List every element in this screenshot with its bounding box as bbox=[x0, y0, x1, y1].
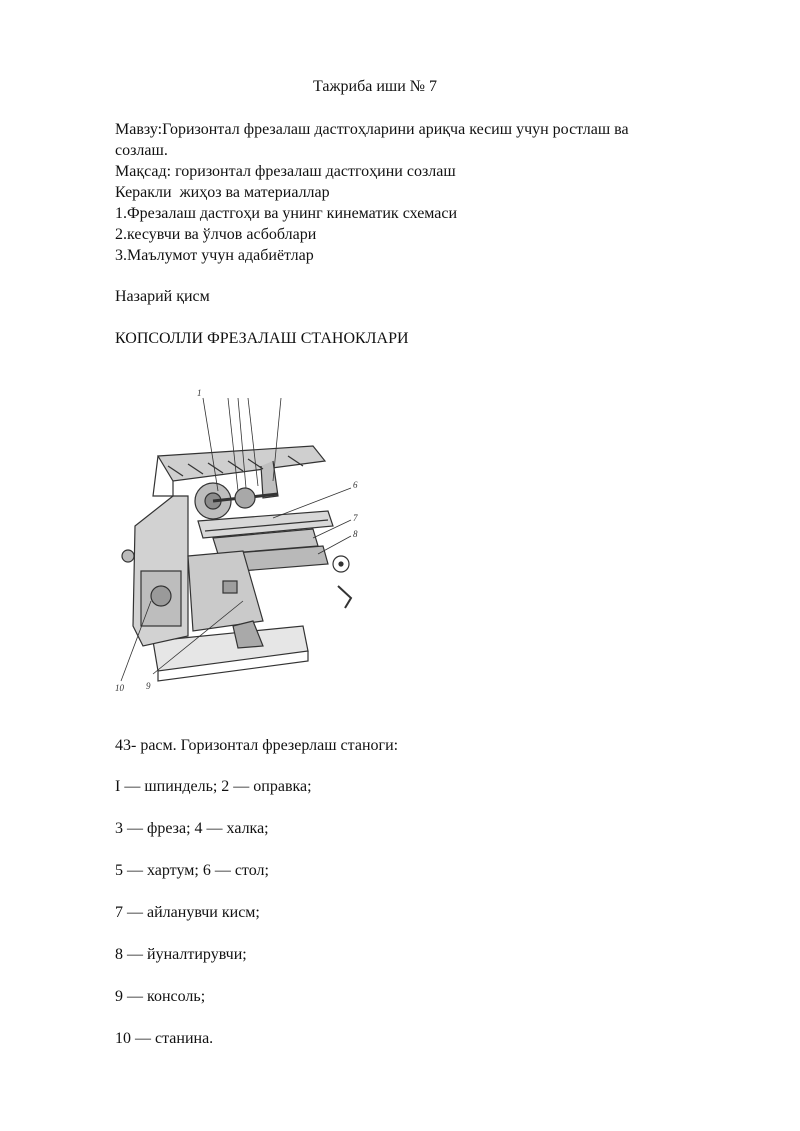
legend-text-1: I — шпиндель; 2 — оправка; bbox=[115, 778, 312, 795]
legend-text-7: 10 — станина. bbox=[115, 1030, 214, 1047]
theory-heading-text: Назарий қисм bbox=[115, 288, 210, 305]
legend-text-4: 7 — айланувчи кисм; bbox=[115, 904, 260, 921]
legend-text-2: 3 — фреза; 4 — халка; bbox=[115, 820, 269, 837]
milling-machine-drawing bbox=[113, 386, 363, 696]
topic-line-1: Мавзу:Горизонтал фрезалаш дастгоҳларини ариқча кесиш учун ростлаш ва bbox=[115, 121, 629, 138]
materials-item-1: 1.Фрезалаш дастгоҳи ва унинг кинематик схемаси bbox=[115, 205, 458, 222]
section-heading bbox=[115, 328, 705, 349]
legend-item-6 bbox=[115, 986, 705, 1007]
section-heading-text: КОПСОЛЛИ ФРЕЗАЛАШ СТАНОКЛАРИ bbox=[115, 330, 409, 347]
figure-label-10: 10 bbox=[115, 683, 124, 693]
topic-line-2: созлаш. bbox=[115, 142, 168, 159]
legend-text-5: 8 — йуналтирувчи; bbox=[115, 946, 247, 963]
materials-item-2: 2.кесувчи ва ўлчов асбоблари bbox=[115, 226, 317, 243]
caption-text: 43- расм. Горизонтал фрезерлаш станоги: bbox=[115, 737, 399, 754]
figure-label-7: 7 bbox=[353, 513, 358, 523]
legend-item-4 bbox=[115, 902, 705, 923]
document-title bbox=[0, 76, 800, 97]
legend-text-6: 9 — консоль; bbox=[115, 988, 206, 1005]
legend-item-3 bbox=[115, 860, 705, 881]
figure-label-6: 6 bbox=[353, 480, 358, 490]
materials-item-3: 3.Маълумот учун адабиётлар bbox=[115, 247, 314, 264]
legend-item-7 bbox=[115, 1028, 705, 1049]
goal-line: Мақсад: горизонтал фрезалаш дастгоҳини созлаш bbox=[115, 163, 456, 180]
materials-heading: Керакли жиҳоз ва материаллар bbox=[115, 184, 330, 201]
figure-caption bbox=[115, 735, 705, 756]
title-text: Тажриба иши № 7 bbox=[313, 78, 438, 95]
theory-heading bbox=[115, 286, 705, 307]
figure-label-8: 8 bbox=[353, 529, 358, 539]
milling-machine-illustration bbox=[113, 386, 363, 696]
figure-label-9: 9 bbox=[146, 681, 151, 691]
legend-item-1 bbox=[115, 776, 705, 797]
legend-item-5 bbox=[115, 944, 705, 965]
intro-section bbox=[115, 119, 705, 266]
figure-label-1: 1 bbox=[197, 388, 202, 398]
legend-text-3: 5 — хартум; 6 — стол; bbox=[115, 862, 269, 879]
legend-item-2 bbox=[115, 818, 705, 839]
